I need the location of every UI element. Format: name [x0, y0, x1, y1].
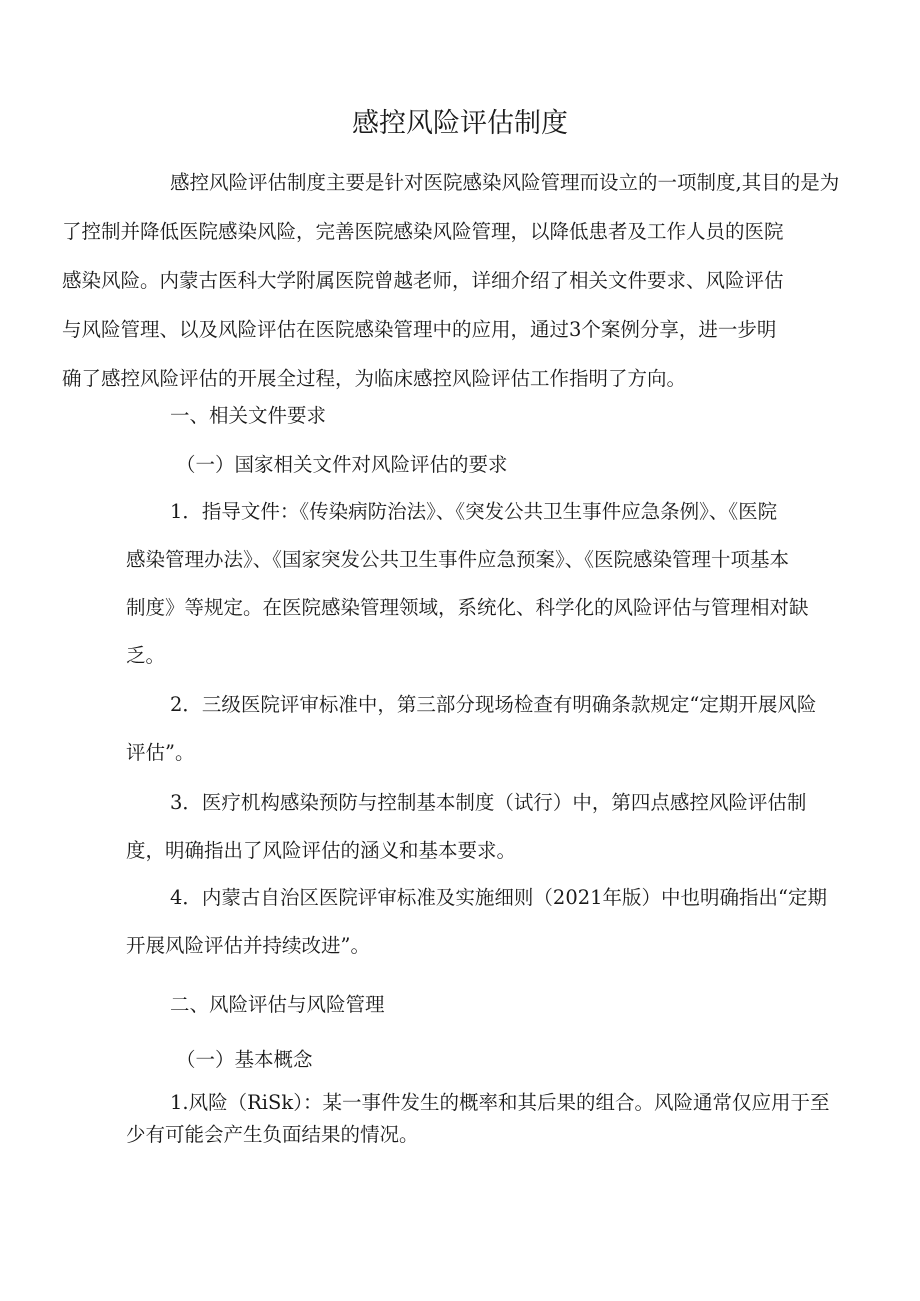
list-item — [126, 779, 807, 875]
list-item-line: 少有可能会产生负面结果的情况。 — [126, 1123, 419, 1146]
list-item-line: 感染管理办法》、《国家突发公共卫生事件应急预案》、《医院感染管理十项基本 — [126, 548, 790, 571]
list-item — [126, 874, 828, 970]
intro-line: 确了感控风险评估的开展全过程，为临床感控风险评估工作指明了方向。 — [62, 367, 687, 390]
intro-line: 感控风险评估制度主要是针对医院感染风险管理而设立的一项制度,其目的是为 — [170, 171, 840, 194]
subsection-heading: （一）基本概念 — [176, 1048, 313, 1071]
list-item — [126, 1087, 830, 1151]
list-item-line: 开展风险评估并持续改进”。 — [126, 934, 370, 957]
intro-paragraph — [62, 158, 840, 403]
document-title: 感控风险评估制度 — [352, 108, 568, 139]
section-heading: 一、相关文件要求 — [170, 404, 327, 427]
list-item-line: 3．医疗机构感染预防与控制基本制度（试行）中，第四点感控风险评估制 — [170, 791, 807, 814]
list-item-line: 2．三级医院评审标准中，第三部分现场检查有明确条款规定“定期开展风险 — [170, 693, 817, 716]
intro-line: 与风险管理、以及风险评估在医院感染管理中的应用，通过3个案例分享，进一步明 — [62, 318, 777, 341]
section-heading: 二、风险评估与风险管理 — [170, 993, 385, 1016]
list-item-line: 4．内蒙古自治区医院评审标准及实施细则（2021年版）中也明确指出“定期 — [170, 886, 828, 909]
list-item-line: 制度》等规定。在医院感染管理领域，系统化、科学化的风险评估与管理相对缺 — [126, 596, 809, 619]
intro-line: 感染风险。内蒙古医科大学附属医院曾越老师，详细介绍了相关文件要求、风险评估 — [62, 269, 784, 292]
list-item-line: 乏。 — [126, 644, 166, 667]
list-item — [126, 488, 809, 680]
list-item-line: 度，明确指出了风险评估的涵义和基本要求。 — [126, 839, 517, 862]
list-item-line: 1．指导文件：《传染病防治法》、《突发公共卫生事件应急条例》、《医院 — [170, 500, 778, 523]
subsection-heading: （一）国家相关文件对风险评估的要求 — [176, 453, 508, 476]
list-item-line: 1.风险（RiSk）：某一事件发生的概率和其后果的组合。风险通常仅应用于至 — [170, 1091, 830, 1114]
list-item — [126, 681, 817, 777]
intro-line: 了控制并降低医院感染风险，完善医院感染风险管理，以降低患者及工作人员的医院 — [62, 220, 784, 243]
list-item-line: 评估”。 — [126, 741, 195, 764]
